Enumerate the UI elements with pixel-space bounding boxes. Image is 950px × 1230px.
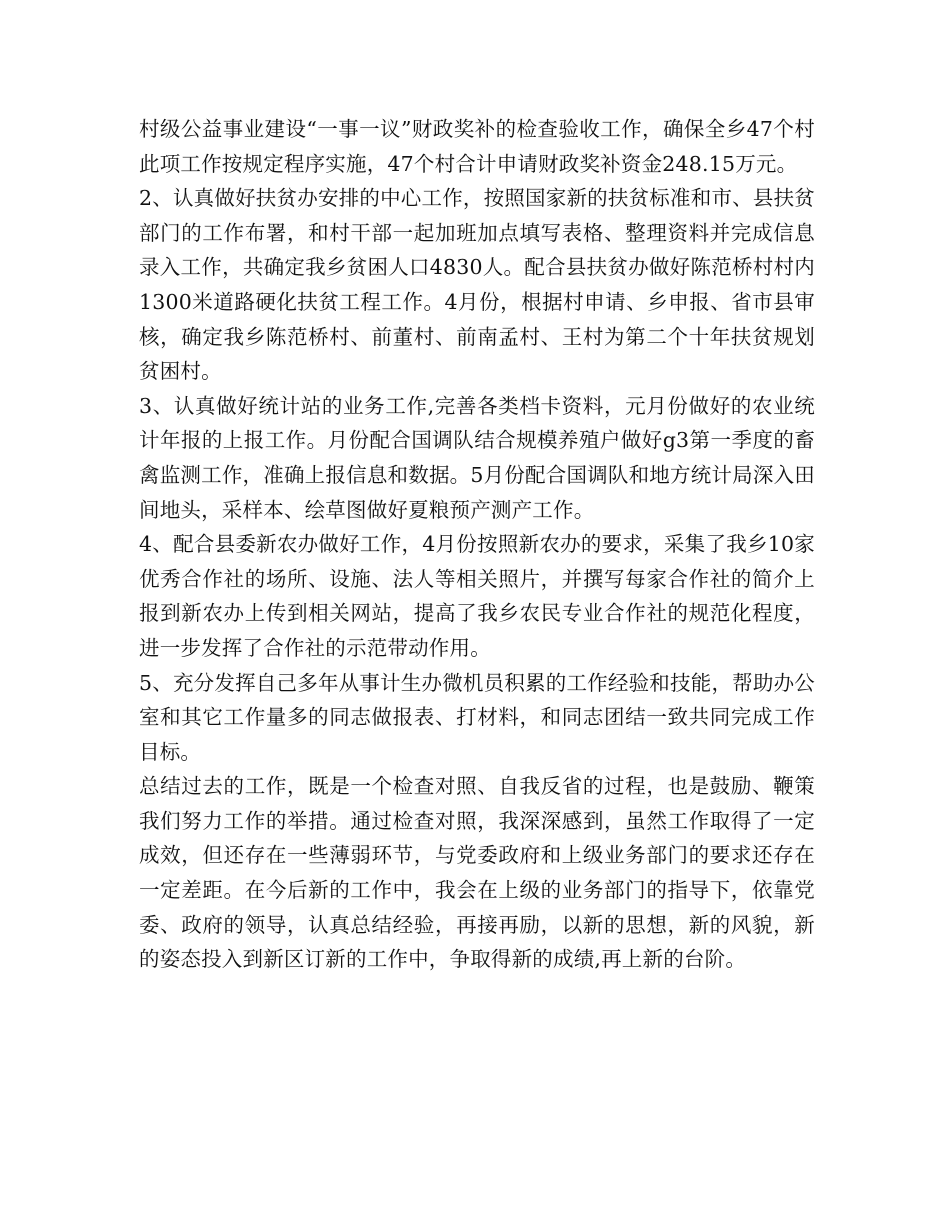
document-body: [139, 112, 815, 977]
paragraph-summary: 总结过去的工作，既是一个检查对照、自我反省的过程，也是鼓励、鞭策我们努力工作的举措。通过检查对照，我深深感到，虽然工作取得了一定成效，但还存在一些薄弱环节，与党委政府和上级业务部门的要求还存在一定差距。在今后新的工作中，我会在上级的业务部门的指导下，依靠党委、政府的领导，认真总结经验，再接再励，以新的思想，新的风貌，新的姿态投入到新区订新的工作中，争取得新的成绩,再上新的台阶。: [139, 774, 815, 972]
paragraph-office-support: 5、充分发挥自己多年从事计生办微机员积累的工作经验和技能，帮助办公室和其它工作量多的同志做报表、打材料，和同志团结一致共同完成工作目标。: [139, 670, 815, 764]
paragraph-poverty-alleviation: 2、认真做好扶贫办安排的中心工作，按照国家新的扶贫标准和市、县扶贫部门的工作布署，和村干部一起加班加点填写表格、整理资料并完成信息录入工作，共确定我乡贫困人口4830人。配合县扶贫办做好陈范桥村村内1300米道路硬化扶贫工程工作。4月份，根据村申请、乡申报、省市县审核，确定我乡陈范桥村、前董村、前南孟村、王村为第二个十年扶贫规划贫困村。: [139, 186, 815, 384]
paragraph-village-projects: 村级公益事业建设“一事一议”财政奖补的检查验收工作，确保全乡47个村此项工作按规定程序实施，47个村合计申请财政奖补资金248.15万元。: [139, 117, 815, 176]
paragraph-cooperatives: 4、配合县委新农办做好工作，4月份按照新农办的要求，采集了我乡10家优秀合作社的场所、设施、法人等相关照片，并撰写每家合作社的简介上报到新农办上传到相关网站，提高了我乡农民专业合作社的规范化程度，进一步发挥了合作社的示范带动作用。: [139, 532, 815, 660]
paragraph-statistics-work: 3、认真做好统计站的业务工作,完善各类档卡资料，元月份做好的农业统计年报的上报工作。月份配合国调队结合规模养殖户做好g3第一季度的畜禽监测工作，准确上报信息和数据。5月份配合国调队和地方统计局深入田间地头，采样本、绘草图做好夏粮预产测产工作。: [139, 393, 815, 522]
